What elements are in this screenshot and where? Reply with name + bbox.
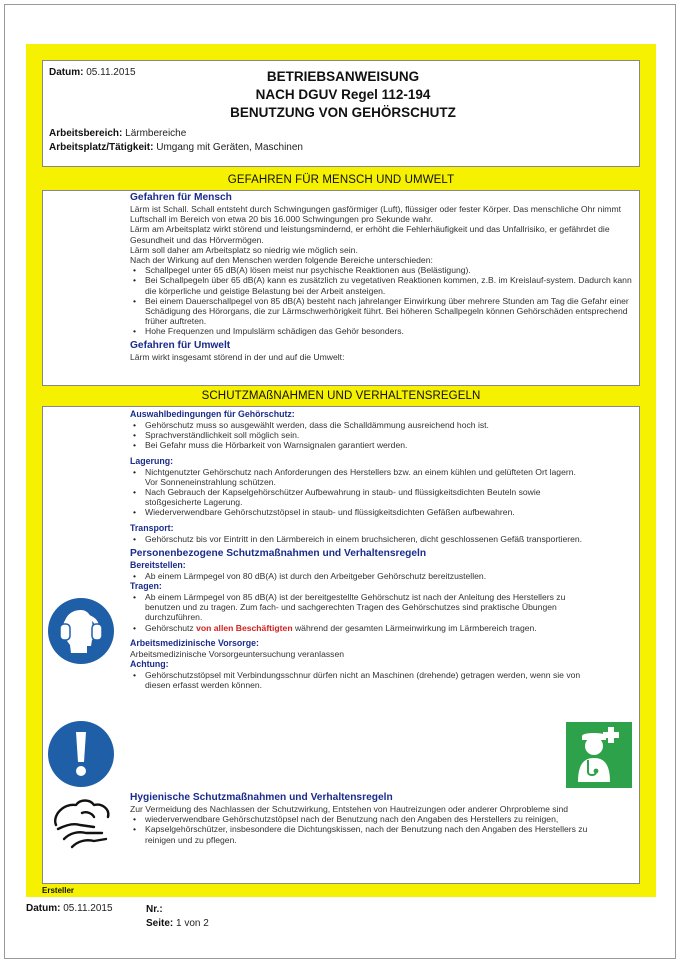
list-item: • Gehörschutz muss so ausgewählt werden, dass die Schalldämmung ausreichend hoch ist. [130, 420, 590, 430]
list-item: • Gehörschutz bis vor Eintritt in den Lärmbereich in einem bruchsicheren, dicht geschlossenen Gefäß transportieren. [130, 534, 590, 544]
hazard-human-heading: Gefahren für Mensch [130, 192, 232, 203]
measures-box [42, 406, 640, 884]
selection-list [130, 420, 590, 451]
personal-heading: Personenbezogene Schutzmaßnahmen und Verhaltensregeln [130, 547, 427, 559]
transport-heading: Transport: [130, 522, 174, 533]
medical-text: Arbeitsmedizinische Vorsorgeuntersuchung veranlassen [130, 648, 345, 659]
header-meta [49, 127, 303, 155]
hazard-paragraph: Lärm am Arbeitsplatz wirkt störend und leistungsmindernd, er erhöht die Fehlerhäufigkeit und das Unfallrisiko, er gefährdet die Gesundheit und das Hörvermögen. [130, 224, 610, 245]
caution-heading: Achtung: [130, 659, 169, 670]
hazard-paragraph: Nach der Wirkung auf den Menschen werden folgende Bereiche unterschieden: [130, 255, 433, 266]
header-box [42, 60, 640, 167]
caution-list [130, 670, 590, 690]
section-bar-hazards: GEFAHREN FÜR MENSCH UND UMWELT [227, 174, 455, 186]
hazard-env-text: Lärm wirkt insgesamt störend in der und auf die Umwelt: [130, 351, 345, 362]
section-bar-measures: SCHUTZMAßNAHMEN UND VERHALTENSREGELN [201, 390, 481, 402]
footer-nr: Nr.: [146, 904, 163, 915]
list-item: • Bei einem Dauerschallpegel von 85 dB(A) besteht nach jahrelanger Einwirkung über mehrere Stunden am Tag die Gefahr einer Schädigung des Hörorgans, die zur Lärmschwerhörigkeit führt. Bei höheren Schallpegeln können Gehörschäden entsprechend früher auftreten. [130, 296, 635, 327]
list-item: • Nichtgenutzter Gehörschutz nach Anforderungen des Herstellers bzw. an einem kühlen und gelüfteten Ort lagern. Vor Sonneneinstrahlung schützen. [130, 467, 590, 487]
footer-meta [146, 903, 209, 931]
hazard-paragraph: Lärm soll daher am Arbeitsplatz so niedrig wie möglich sein. [130, 244, 358, 255]
footer-page: Seite: 1 von 2 [146, 918, 209, 929]
hygiene-text: Zur Vermeidung des Nachlassen der Schutzwirkung, Entstehen von Hautreizungen oder anderer Ohrprobleme sind [130, 804, 569, 814]
workplace: Arbeitsplatz/Tätigkeit: Umgang mit Geräten, Maschinen [49, 142, 303, 153]
list-item: • Schallpegel unter 65 dB(A) lösen meist nur psychische Reaktionen aus (Belästigung). [130, 265, 635, 275]
measures-content [130, 409, 590, 690]
hand-cleaning-icon [50, 795, 116, 851]
hygiene-list [130, 814, 610, 845]
exclamation-mandatory-icon [47, 720, 115, 788]
hygiene-heading: Hygienische Schutzmaßnahmen und Verhaltensregeln [130, 792, 393, 803]
hazard-paragraph: Lärm ist Schall. Schall entsteht durch Schwingungen gasförmiger (Luft), flüssiger oder fester Körper. Das menschliche Ohr nimmt Luftschall im Bereich von etwa 20 bis 16.000 Schwingungen pro Sekunde wahr. [130, 204, 622, 225]
list-item: • Kapselgehörschützer, insbesondere die Dichtungskissen, nach der Benutzung nach den Angaben des Herstellers zu reinigen und zu pflegen. [130, 824, 610, 844]
list-item: • Hohe Frequenzen und Impulslärm schädigen das Gehör besonders. [130, 326, 635, 336]
hazard-bullet-list [130, 265, 635, 336]
hazards-box [42, 190, 640, 386]
wear-heading: Tragen: [130, 581, 162, 592]
list-item: • wiederverwendbare Gehörschutzstöpsel nach der Benutzung nach den Angaben des Herstellers zu reinigen, [130, 814, 610, 824]
header-date: Datum: 05.11.2015 [49, 67, 136, 78]
provide-heading: Bereitstellen: [130, 559, 186, 570]
list-item: • Sprachverständlichkeit soll möglich sein. [130, 430, 590, 440]
medical-heading: Arbeitsmedizinische Vorsorge: [130, 637, 259, 648]
list-item: • Wiederverwendbare Gehörschutzstöpsel in staub- und flüssigkeitsdichten Gefäßen aufbewahren. [130, 507, 590, 517]
creator-label: Ersteller [42, 886, 75, 895]
storage-heading: Lagerung: [130, 455, 174, 466]
provide-list [130, 571, 590, 581]
doctor-first-aid-icon [566, 722, 632, 788]
work-area: Arbeitsbereich: Lärmbereiche [49, 128, 187, 139]
hazards-content [130, 192, 635, 362]
list-item: • Gehörschutzstöpsel mit Verbindungsschnur dürfen nicht an Maschinen (drehende) getragen werden, wenn sie von diesen erfasst werden können. [130, 670, 590, 690]
hazard-env-heading: Gefahren für Umwelt [130, 339, 231, 351]
list-item: • Ab einem Lärmpegel von 85 dB(A) ist der bereitgestellte Gehörschutz ist nach der Anleitung des Herstellers zu benutzen und zu tragen. Zum fach- und sachgerechten Tragen des Gehörschutzes sind praktische Übungen durchzuführen. [130, 592, 590, 623]
footer-date: Datum: 05.11.2015 [26, 903, 113, 914]
list-item: • Bei Gefahr muss die Hörbarkeit von Warnsignalen garantiert werden. [130, 440, 590, 450]
list-item: • Ab einem Lärmpegel von 80 dB(A) ist durch den Arbeitgeber Gehörschutz bereitzustellen. [130, 571, 590, 581]
storage-list [130, 467, 590, 518]
ear-protection-mandatory-icon [47, 597, 115, 665]
selection-heading: Auswahlbedingungen für Gehörschutz: [130, 409, 295, 419]
page-title: BETRIEBSANWEISUNG NACH DGUV Regel 112-194 BENUTZUNG VON GEHÖRSCHUTZ [230, 69, 456, 120]
wear-list [130, 592, 590, 633]
list-item: • Nach Gebrauch der Kapselgehörschützer Aufbewahrung in staub- und flüssigkeitsdichten Beuteln sowie stoßgesicherte Lagerung. [130, 487, 590, 507]
transport-list [130, 534, 590, 544]
hygiene-content [130, 792, 610, 845]
list-item: • Gehörschutz von allen Beschäftigten während der gesamten Lärmeinwirkung im Lärmbereich tragen. [130, 623, 590, 633]
list-item: • Bei Schallpegeln über 65 dB(A) kann es zusätzlich zu vegetativen Reaktionen kommen, z.B. im Kreislauf-system. Dadurch kann die körperliche und geistige Belastung bei der Arbeit ansteigen. [130, 275, 635, 295]
